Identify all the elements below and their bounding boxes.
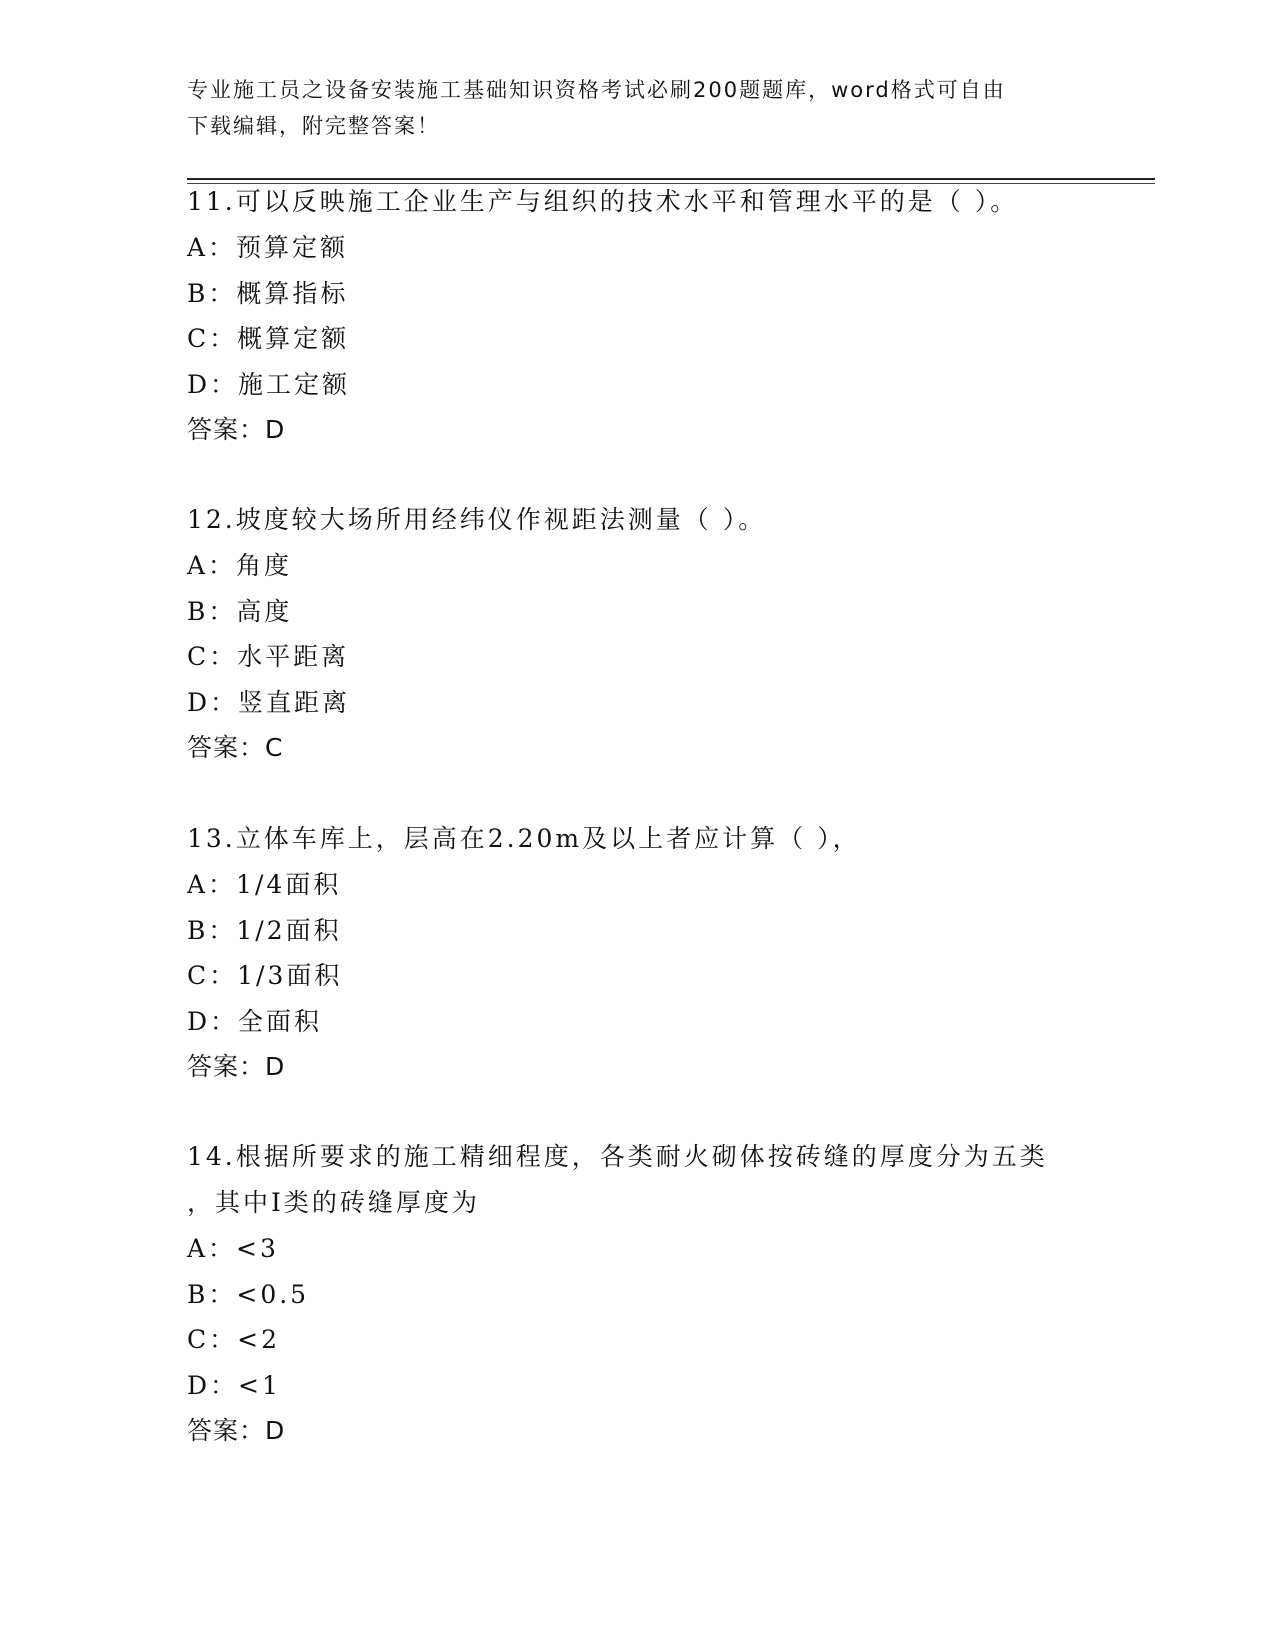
option-c: C：概算定额 [187,324,350,353]
option-a: A：<3 [187,1234,279,1263]
option-d: D：<1 [187,1370,281,1400]
answer-line: 答案：C [187,733,284,762]
option-b: B：<0.5 [187,1279,310,1309]
document-header [187,72,1087,144]
question-text-line-1: 14.根据所要求的施工精细程度，各类耐火砌体按砖缝的厚度分为五类 [187,1142,1048,1171]
question-13 [187,816,1127,1090]
question-text: 12.坡度较大场所用经纬仪作视距法测量（ ）。 [187,505,767,534]
answer-line: 答案：D [187,1052,286,1081]
option-d: D：全面积 [187,1006,323,1036]
question-12 [187,497,1127,771]
header-line-2: 下载编辑，附完整答案！ [187,114,440,138]
option-d: D：竖直距离 [187,687,351,717]
option-a: A：1/4面积 [187,870,342,899]
option-a: A：角度 [187,551,293,580]
question-text-line-2: ，其中I类的砖缝厚度为 [187,1188,480,1217]
answer-line: 答案：D [187,1416,286,1445]
question-text: 11.可以反映施工企业生产与组织的技术水平和管理水平的是（ ）。 [187,187,1019,216]
option-c: C：<2 [187,1325,280,1354]
option-b: B：1/2面积 [187,915,342,945]
question-11 [187,179,1127,453]
question-14 [187,1134,1127,1454]
option-b: B：高度 [187,596,293,626]
question-text: 13.立体车库上，层高在2.20m及以上者应计算（ ）， [187,824,861,853]
option-a: A：预算定额 [187,233,349,262]
option-c: C：水平距离 [187,642,350,671]
option-c: C：1/3面积 [187,961,343,990]
header-line-1: 专业施工员之设备安装施工基础知识资格考试必刷200题题库，word格式可自由 [187,78,1006,102]
option-d: D：施工定额 [187,369,351,399]
answer-line: 答案：D [187,415,286,444]
option-b: B：概算指标 [187,278,349,308]
